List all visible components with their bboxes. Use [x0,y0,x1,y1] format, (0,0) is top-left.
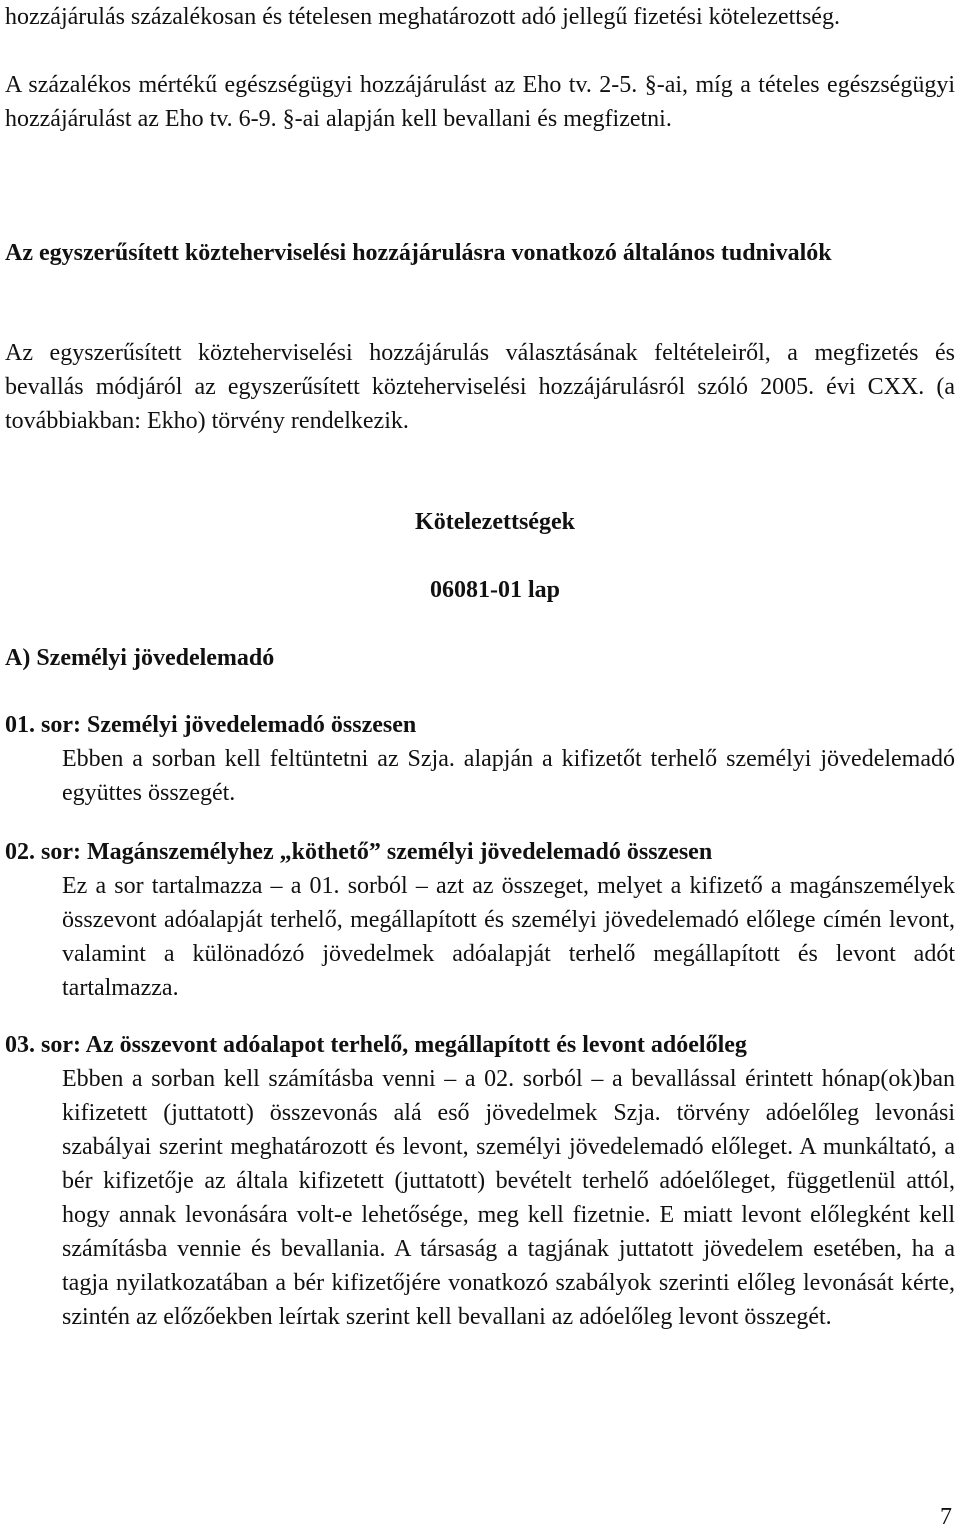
row-03-title: sor: Az összevont adóalapot terhelő, megállapított és levont adóelőleg [41,1032,747,1058]
row-01-number: 01. [5,712,35,738]
row-02-heading [5,835,955,869]
row-03-heading [5,1028,955,1062]
section-heading: Az egyszerűsített közteherviselési hozzájárulásra vonatkozó általános tudnivalók [5,240,832,266]
intro-paragraph-2: A százalékos mértékű egészségügyi hozzájárulást az Eho tv. 2-5. §-ai, míg a tételes egészségügyi hozzájárulást az Eho tv. 6-9. §-ai alapján kell bevallani és megfizetni. [5,72,955,132]
row-02 [5,835,955,1005]
row-03 [5,1028,955,1334]
intro-paragraph-1: hozzájárulás százalékosan és tételesen meghatározott adó jellegű fizetési kötelezettség. [5,4,840,30]
row-02-number: 02. [5,839,35,865]
row-01-body: Ebben a sorban kell feltüntetni az Szja. alapján a kifizetőt terhelő személyi jövedelemadó együttes összegét. [62,746,955,806]
row-01-heading [5,708,955,742]
obligations-title: Kötelezettségek [415,509,575,535]
row-02-title: sor: Magánszemélyhez „köthető” személyi jövedelemadó összesen [41,839,713,865]
row-02-body: Ez a sor tartalmazza – a 01. sorból – azt az összeget, melyet a kifizető a magánszemélyek összevont adóalapját terhelő, megállapított és személyi jövedelemadó előlege címén levont, valamint a különadózó jövedelmek adóalapját terhelő megállapított és levont adót tartalmazza. [62,873,955,1001]
sheet-code: 06081-01 lap [429,577,560,603]
page-number: 7 [940,1504,952,1530]
subheading-personal-income-tax: A) Személyi jövedelemadó [5,645,275,671]
row-03-body: Ebben a sorban kell számításba venni – a 02. sorból – a bevallással érintett hónap(ok)ban kifizetett (juttatott) összevonás alá eső jövedelmek Szja. törvény adóelőleg levonási szabályai szerint meghatározott és levont, személyi jövedelemadó előleget. A munkáltató, a bér kifizetője az általa kifizetett (juttatott) bevételt terhelő adóelőleget, függetlenül attól, hogy annak levonására volt-e lehetősége, meg kell fizetnie. E miatt levont előlegként kell számításba vennie és bevallania. A társaság a tagjának juttatott jövedelem esetében, ha a tagja nyilatkozatában a bér kifizetőjére vonatkozó szabályok szerinti előleg levonását kérte, szintén az előzőekben leírtak szerint kell bevallani az adóelőleg levont összegét. [62,1066,955,1330]
row-01 [5,708,955,810]
row-01-title: sor: Személyi jövedelemadó összesen [41,712,417,738]
row-03-number: 03. [5,1032,35,1058]
section-body: Az egyszerűsített közteherviselési hozzájárulás választásának feltételeiről, a megfizetés és bevallás módjáról az egyszerűsített közteherviselési hozzájárulásról szóló 2005. évi CXX. (a továbbiakban: Ekho) törvény rendelkezik. [5,340,955,434]
